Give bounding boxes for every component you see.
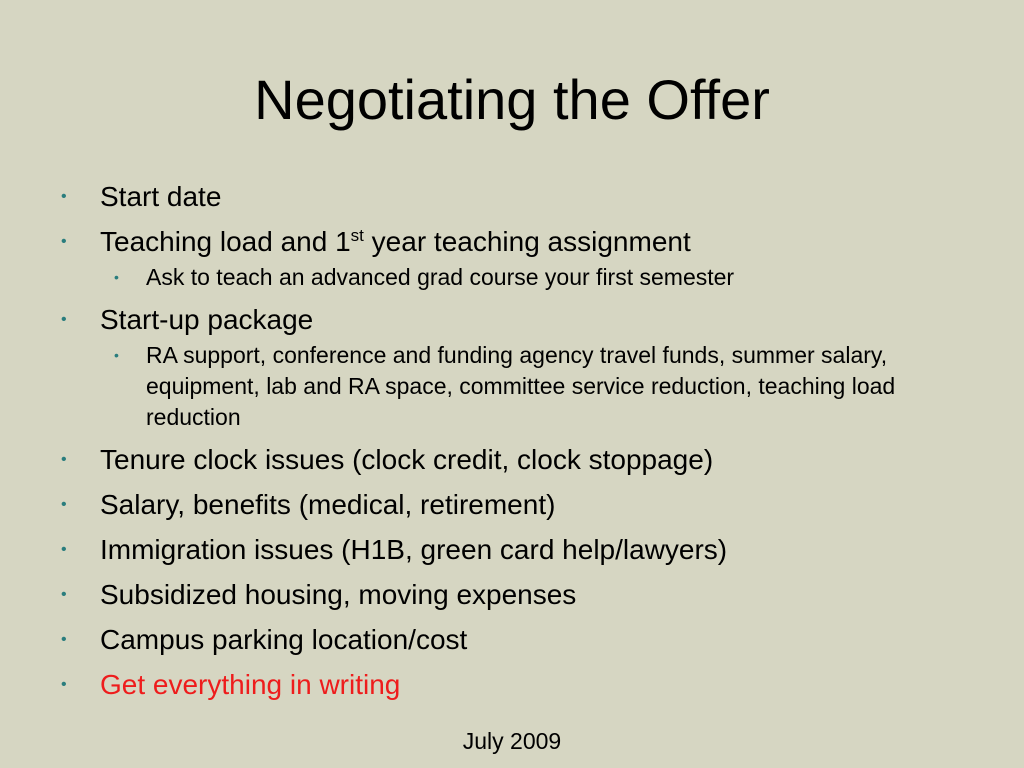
- bullet-text: Immigration issues (H1B, green card help/lawyers): [100, 534, 728, 565]
- bullet-text: Salary, benefits (medical, retirement): [100, 489, 556, 520]
- bullet-tenure-clock: [0, 443, 1024, 477]
- sub-bullet-advanced-course: [0, 262, 1024, 293]
- bullet-text: Tenure clock issues (clock credit, clock stoppage): [100, 444, 714, 475]
- bullet-text-pre: Teaching load and 1: [100, 226, 351, 257]
- bullet-dot-icon: •: [61, 311, 67, 328]
- bullet-get-in-writing: [0, 668, 1024, 702]
- bullet-dot-icon: •: [61, 676, 67, 693]
- bullet-dot-icon: •: [61, 233, 67, 250]
- bullet-immigration: [0, 533, 1024, 567]
- bullet-startup-package: [0, 303, 1024, 337]
- slide-footer-date: July 2009: [462, 728, 562, 754]
- bullet-dot-icon: •: [61, 631, 67, 648]
- bullet-start-date: [0, 180, 1024, 214]
- sub-bullet-dot-icon: •: [114, 269, 119, 285]
- bullet-text-post: year teaching assignment: [363, 226, 691, 257]
- bullet-text: Campus parking location/cost: [100, 624, 468, 655]
- bullet-dot-icon: •: [61, 541, 67, 558]
- sub-bullet-ra-support: [0, 340, 1024, 433]
- bullet-salary-benefits: [0, 488, 1024, 522]
- bullet-dot-icon: •: [61, 188, 67, 205]
- bullet-dot-icon: •: [61, 496, 67, 513]
- bullet-dot-icon: •: [61, 451, 67, 468]
- bullet-teaching-load: [0, 225, 1024, 259]
- sub-bullet-dot-icon: •: [114, 347, 119, 363]
- bullet-text: Subsidized housing, moving expenses: [100, 579, 577, 610]
- bullet-housing: [0, 578, 1024, 612]
- bullet-parking: [0, 623, 1024, 657]
- sub-bullet-text: Ask to teach an advanced grad course your first semester: [146, 264, 735, 290]
- bullet-text: Start date: [100, 181, 222, 212]
- bullet-text: Start-up package: [100, 304, 314, 335]
- bullet-list: [0, 180, 1024, 713]
- sub-bullet-text: RA support, conference and funding agency travel funds, summer salary, equipment, lab and RA space, committee service reduction, teaching load reduction: [146, 342, 896, 430]
- ordinal-superscript: st: [350, 226, 364, 245]
- bullet-text-emphasis: Get everything in writing: [100, 669, 401, 700]
- bullet-dot-icon: •: [61, 586, 67, 603]
- slide-title: Negotiating the Offer: [254, 68, 770, 131]
